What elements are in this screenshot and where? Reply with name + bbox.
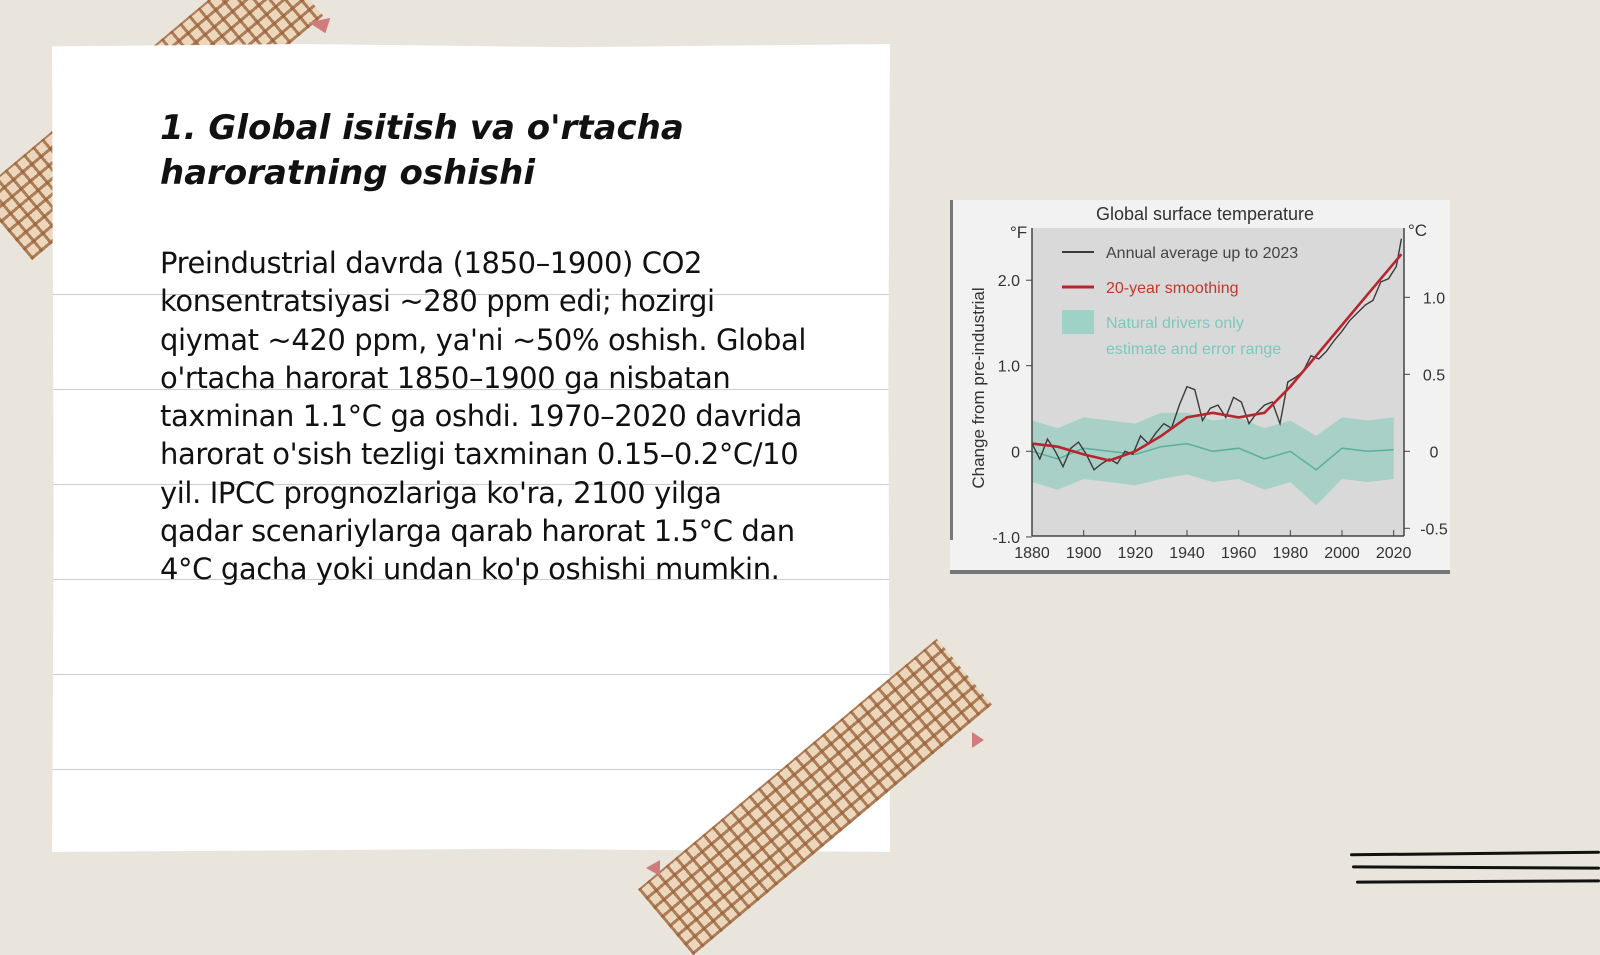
legend-label-natural: Natural drivers only [1106, 315, 1244, 332]
y-tick-label-right: -0.5 [1420, 521, 1448, 539]
y-axis-label: Change from pre-industrial [969, 287, 988, 489]
chart-svg [950, 200, 1450, 574]
tape-tip-decoration [646, 860, 660, 876]
decorative-scribble [1350, 851, 1600, 857]
body-line: konsentratsiyasi ~280 ppm edi; hozirgi [160, 284, 715, 319]
x-tick-label: 2020 [1375, 545, 1412, 562]
body-line: 4°C gacha yoki undan ko'p oshishi mumkin. [160, 552, 780, 587]
paper-rule [52, 674, 890, 675]
body-line: taxminan 1.1°C ga oshdi. 1970–2020 davrida [160, 399, 803, 434]
y-tick-label-right: 0 [1429, 444, 1439, 462]
x-tick-label: 1920 [1117, 545, 1154, 562]
slide-title [160, 106, 780, 196]
x-tick-label: 1880 [1014, 545, 1050, 562]
slide-title-line: haroratning oshishi [160, 153, 536, 193]
slide-title-line: 1. Global isitish va o'rtacha [160, 108, 684, 148]
x-tick-label: 2000 [1324, 545, 1360, 562]
y-tick-label-left: 1.0 [997, 358, 1020, 376]
slide-body-text [160, 244, 850, 589]
body-line: Preindustrial davrda (1850–1900) CO2 [160, 246, 703, 280]
body-line: qadar scenariylarga qarab harorat 1.5°C dan [160, 514, 795, 549]
right-unit-label: °C [1408, 221, 1428, 240]
legend-label-annual: Annual average up to 2023 [1106, 245, 1299, 262]
legend-swatch-natural [1062, 310, 1094, 334]
y-tick-label-right: 1.0 [1422, 290, 1446, 308]
chart-title: Global surface temperature [1095, 204, 1315, 224]
decorative-scribble [1352, 865, 1600, 869]
y-tick-label-right: 0.5 [1422, 367, 1446, 385]
body-line: o'rtacha harorat 1850–1900 ga nisbatan [160, 360, 731, 395]
tape-tip-decoration [309, 18, 333, 36]
legend-label-natural-range: estimate and error range [1106, 341, 1282, 358]
tape-tip-decoration [972, 732, 984, 748]
paper-rule [52, 769, 890, 770]
plot-area [1032, 228, 1404, 536]
decorative-scribble [1356, 879, 1600, 883]
y-tick-label-left: -1.0 [992, 529, 1020, 547]
x-tick-label: 1980 [1272, 545, 1309, 562]
x-tick-label: 1960 [1220, 545, 1257, 562]
chart-left-border [950, 200, 953, 540]
chart-bottom-border [950, 570, 1450, 574]
body-line: harorat o'sish tezligi taxminan 0.15–0.2°C/10 [160, 437, 799, 472]
x-tick-label: 1940 [1169, 545, 1205, 562]
body-line: yil. IPCC prognozlariga ko'ra, 2100 yilga [160, 475, 722, 510]
legend-label-smoothing: 20-year smoothing [1106, 280, 1239, 297]
temperature-chart [950, 200, 1450, 574]
left-unit-label: °F [1010, 223, 1028, 242]
y-tick-label-left: 2.0 [997, 273, 1020, 291]
x-tick-label: 1900 [1065, 545, 1102, 562]
y-tick-label-left: 0 [1011, 444, 1020, 462]
body-line: qiymat ~420 ppm, ya'ni ~50% oshish. Global [160, 322, 807, 357]
